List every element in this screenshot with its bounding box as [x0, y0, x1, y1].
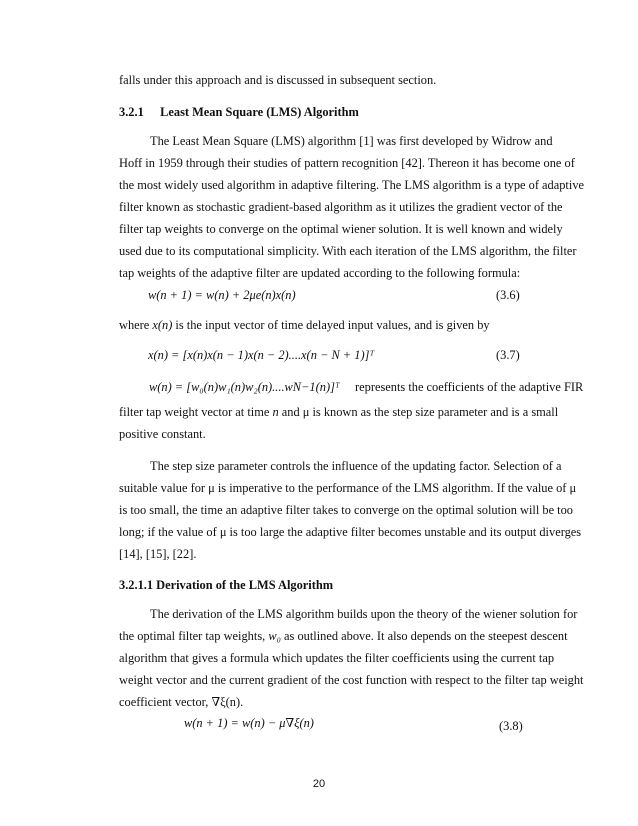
- equation-w-vector: w(n) = [w₀(n)w₁(n)w₂(n)....wN−1(n)]ᵀ: [149, 380, 340, 394]
- section-number: 3.2.1: [119, 105, 144, 119]
- text-span: where: [119, 318, 153, 332]
- paragraph-line: algorithm that gives a formula which updates the filter coefficients using the current tap: [119, 651, 555, 665]
- paragraph-line: [119, 628, 568, 644]
- paragraph-line: The Least Mean Square (LMS) algorithm [1] was first developed by Widrow and: [150, 134, 553, 148]
- text-span: the optimal filter tap weights,: [119, 629, 269, 643]
- paragraph-line: coefficient vector, ∇ξ(n).: [119, 695, 244, 709]
- paragraph-line: is too small, the time an adaptive filter takes to converge on the optimal solution will be too: [119, 503, 574, 517]
- paragraph-line: The step size parameter controls the influence of the updating factor. Selection of a: [150, 459, 562, 473]
- section-title: Least Mean Square (LMS) Algorithm: [160, 105, 359, 119]
- paragraph-line: filter tap weights to converge on the optimal wiener solution. It is well known and widely: [119, 222, 563, 236]
- paragraph-line: tap weights of the adaptive filter are updated according to the following formula:: [119, 266, 521, 280]
- text-span: and μ is known as the step size parameter and is a small: [278, 405, 559, 419]
- paragraph-line: represents the coefficients of the adaptive FIR: [355, 380, 584, 394]
- paragraph-line: [119, 404, 559, 420]
- paragraph-line: Hoff in 1959 through their studies of pattern recognition [42]. Thereon it has become one of: [119, 156, 575, 170]
- equation-3-6: w(n + 1) = w(n) + 2μe(n)x(n): [148, 288, 296, 302]
- text-span: as outlined above. It also depends on the steepest descent: [280, 629, 568, 643]
- equation-3-8: w(n + 1) = w(n) − μ∇ξ(n): [184, 716, 314, 730]
- subsection-heading: 3.2.1.1 Derivation of the LMS Algorithm: [119, 578, 334, 592]
- paragraph-line: suitable value for μ is imperative to the performance of the LMS algorithm. If the value of μ: [119, 481, 577, 495]
- paragraph-line: weight vector and the current gradient of the cost function with respect to the filter tap weight: [119, 673, 584, 687]
- section-heading: [119, 104, 531, 120]
- variable: x(n): [152, 318, 173, 332]
- equation-number: (3.8): [499, 719, 523, 733]
- paragraph-line: long; if the value of μ is too large the adaptive filter becomes unstable and its output diverges: [119, 525, 582, 539]
- paragraph-line: positive constant.: [119, 427, 206, 441]
- text-span: filter tap weight vector at time: [119, 405, 273, 419]
- intro-line: falls under this approach and is discussed in subsequent section.: [119, 73, 437, 87]
- paragraph-line: the most widely used algorithm in adaptive filtering. The LMS algorithm is a type of adaptive: [119, 178, 585, 192]
- variable: w₀: [268, 629, 281, 643]
- paragraph-line: filter known as stochastic gradient-based algorithm as it utilizes the gradient vector of the: [119, 200, 563, 214]
- variable: n: [272, 405, 279, 419]
- paragraph-line: used due to its computational simplicity. With each iteration of the LMS algorithm, the filter: [119, 244, 577, 258]
- where-line: [119, 317, 531, 333]
- equation-3-7: x(n) = [x(n)x(n − 1)x(n − 2)....x(n − N + 1)]ᵀ: [148, 348, 375, 362]
- paragraph-line: The derivation of the LMS algorithm builds upon the theory of the wiener solution for: [150, 607, 578, 621]
- page-number: 20: [312, 778, 326, 790]
- equation-number: (3.6): [496, 288, 520, 302]
- equation-number: (3.7): [496, 348, 520, 362]
- text-span: is the input vector of time delayed input values, and is given by: [172, 318, 490, 332]
- paragraph-line: [14], [15], [22].: [119, 547, 197, 561]
